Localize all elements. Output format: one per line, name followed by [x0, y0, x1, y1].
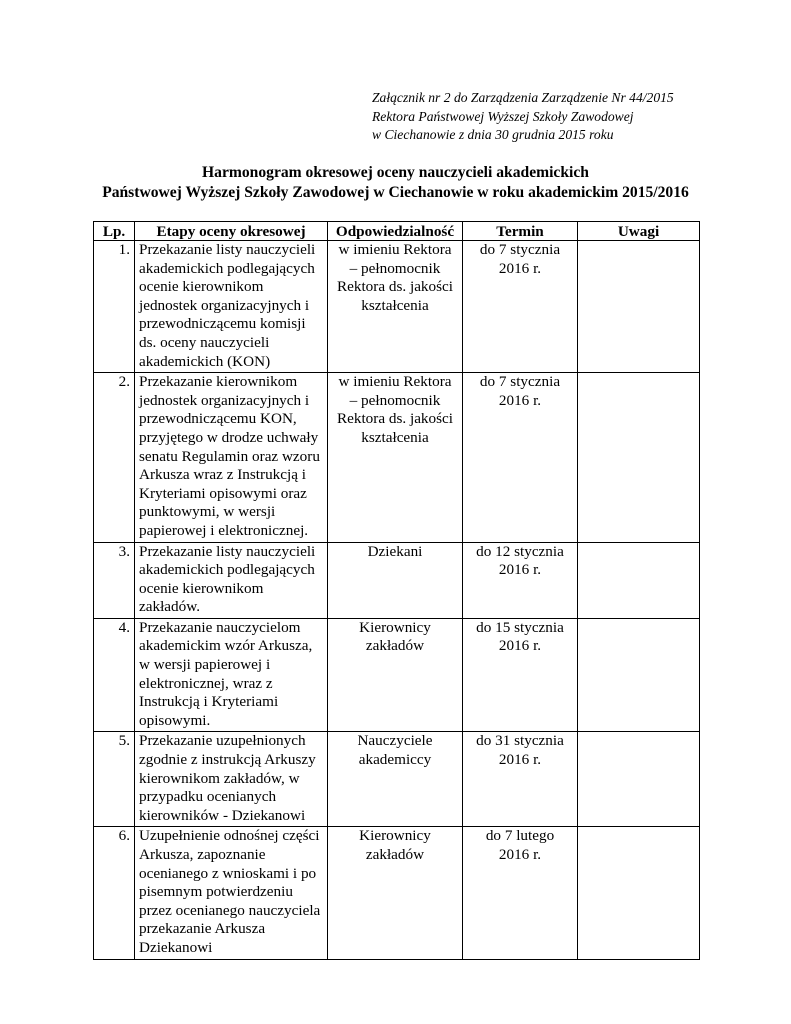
- cell-responsibility-line: Kierownicy: [359, 618, 431, 636]
- cell-responsibility-line: kształcenia: [361, 296, 429, 314]
- table-row: [94, 827, 700, 959]
- table-header-row: [94, 222, 700, 241]
- cell-stage-line: akademickich podlegających: [139, 561, 315, 579]
- cell-stage-line: zakładów.: [139, 598, 201, 616]
- annex-note: [372, 89, 674, 145]
- cell-notes: [578, 827, 700, 959]
- cell-responsibility-line: Kierownicy: [359, 827, 431, 845]
- table-row: [94, 618, 700, 732]
- cell-stage-line: przekazanie Arkusza: [139, 920, 266, 938]
- cell-stage-line: przypadku ocenianych: [139, 788, 277, 806]
- cell-responsibility-line: – pełnomocnik: [349, 259, 441, 277]
- cell-responsibility: [328, 618, 463, 732]
- cell-term-line: 2016 r.: [498, 259, 542, 277]
- cell-term-line: do 12 stycznia: [476, 542, 564, 560]
- cell-stage: [135, 618, 328, 732]
- cell-term: [463, 542, 578, 618]
- cell-lp: 5.: [94, 732, 135, 827]
- cell-stage: [135, 241, 328, 373]
- cell-responsibility-line: zakładów: [365, 637, 425, 655]
- cell-term-line: 2016 r.: [498, 637, 542, 655]
- cell-stage-line: kierowników - Dziekanowi: [139, 806, 306, 824]
- cell-stage-line: zgodnie z instrukcją Arkuszy: [139, 751, 316, 769]
- cell-responsibility-line: w imieniu Rektora: [338, 241, 452, 258]
- cell-stage-line: jednostek organizacyjnych i: [139, 296, 310, 314]
- cell-term: [463, 827, 578, 959]
- cell-stage-line: ocenianego z wnioskami i po: [139, 864, 317, 882]
- document-title: [0, 163, 791, 203]
- cell-responsibility-line: akademiccy: [358, 751, 432, 769]
- cell-lp: 4.: [94, 618, 135, 732]
- cell-stage-line: Instrukcją i Kryteriami: [139, 693, 279, 711]
- header-responsibility: Odpowiedzialność: [328, 222, 463, 241]
- cell-stage-line: akademickich podlegających: [139, 259, 315, 277]
- cell-stage-line: Arkusza wraz z Instrukcją i: [139, 466, 306, 484]
- cell-notes: [578, 732, 700, 827]
- cell-stage-line: jednostek organizacyjnych i: [139, 391, 310, 409]
- cell-stage-line: pisemnym potwierdzeniu: [139, 883, 293, 901]
- cell-stage: [135, 827, 328, 959]
- cell-stage: [135, 373, 328, 542]
- header-notes: Uwagi: [578, 222, 700, 241]
- title-line-1: Harmonogram okresowej oceny nauczycieli akademickich: [202, 164, 589, 181]
- cell-stage-line: ds. oceny nauczycieli: [139, 333, 270, 351]
- cell-stage-line: przez ocenianego nauczyciela: [139, 901, 321, 919]
- cell-stage-line: ocenie kierownikom: [139, 278, 264, 296]
- cell-responsibility-line: w imieniu Rektora: [338, 373, 452, 391]
- table-row: [94, 241, 700, 373]
- cell-term-line: 2016 r.: [498, 846, 542, 863]
- cell-responsibility: [328, 732, 463, 827]
- cell-stage-line: Przekazanie nauczycielom: [139, 618, 301, 636]
- cell-term-line: 2016 r.: [498, 391, 542, 409]
- cell-stage-line: akademickim wzór Arkusza,: [139, 637, 313, 655]
- cell-stage-line: punktowymi, w wersji: [139, 503, 276, 521]
- cell-lp: 6.: [94, 827, 135, 959]
- cell-responsibility: [328, 827, 463, 959]
- cell-stage-line: Kryteriami opisowymi oraz: [139, 484, 307, 502]
- cell-term-line: 2016 r.: [498, 561, 542, 579]
- cell-responsibility: [328, 542, 463, 618]
- cell-stage-line: elektronicznej, wraz z: [139, 674, 273, 692]
- cell-term: [463, 618, 578, 732]
- cell-term-line: do 31 stycznia: [476, 732, 564, 750]
- cell-stage-line: przewodniczącemu KON,: [139, 410, 297, 428]
- table-row: [94, 542, 700, 618]
- cell-stage-line: ocenie kierownikom: [139, 579, 264, 597]
- cell-lp: 2.: [94, 373, 135, 542]
- cell-stage-line: Przekazanie kierownikom: [139, 373, 298, 391]
- cell-stage-line: przyjętego w drodze uchwały: [139, 428, 319, 446]
- cell-responsibility-line: – pełnomocnik: [349, 391, 441, 409]
- header-lp: Lp.: [94, 222, 135, 241]
- cell-term-line: do 7 stycznia: [479, 373, 561, 391]
- cell-stage-line: akademickich (KON): [139, 352, 271, 370]
- annex-line: Załącznik nr 2 do Zarządzenia Zarządzenie Nr 44/2015: [372, 90, 674, 105]
- cell-stage-line: Przekazanie listy nauczycieli: [139, 241, 316, 258]
- cell-responsibility-line: Dziekani: [367, 542, 423, 560]
- cell-lp: 3.: [94, 542, 135, 618]
- cell-responsibility-line: Nauczyciele: [357, 732, 433, 750]
- cell-stage-line: kierownikom zakładów, w: [139, 769, 300, 787]
- cell-stage-line: opisowymi.: [139, 711, 211, 729]
- cell-stage-line: Przekazanie listy nauczycieli: [139, 542, 316, 560]
- cell-term: [463, 241, 578, 373]
- table-row: [94, 373, 700, 542]
- cell-responsibility: [328, 241, 463, 373]
- cell-term-line: do 15 stycznia: [476, 618, 564, 636]
- cell-responsibility-line: Rektora ds. jakości: [337, 410, 453, 428]
- title-line-2: Państwowej Wyższej Szkoły Zawodowej w Ciechanowie w roku akademickim 2015/2016: [102, 184, 689, 201]
- cell-responsibility: [328, 373, 463, 542]
- cell-lp: 1.: [94, 241, 135, 373]
- cell-stage-line: przewodniczącemu komisji: [139, 315, 306, 333]
- annex-line: w Ciechanowie z dnia 30 grudnia 2015 roku: [372, 127, 614, 142]
- cell-term: [463, 373, 578, 542]
- cell-term-line: do 7 stycznia: [479, 241, 561, 258]
- cell-term-line: 2016 r.: [498, 751, 542, 769]
- cell-stage-line: w wersji papierowej i: [139, 656, 271, 674]
- cell-stage-line: Przekazanie uzupełnionych: [139, 732, 306, 750]
- cell-stage-line: papierowej i elektronicznej.: [139, 521, 309, 539]
- cell-term-line: do 7 lutego: [485, 827, 555, 845]
- table-row: [94, 732, 700, 827]
- cell-stage-line: senatu Regulamin oraz wzoru: [139, 447, 320, 465]
- cell-stage: [135, 542, 328, 618]
- schedule-table: [93, 221, 700, 960]
- cell-responsibility-line: zakładów: [365, 846, 425, 863]
- cell-responsibility-line: Rektora ds. jakości: [337, 278, 453, 296]
- cell-notes: [578, 373, 700, 542]
- cell-notes: [578, 542, 700, 618]
- header-stage: Etapy oceny okresowej: [135, 222, 328, 241]
- annex-line: Rektora Państwowej Wyższej Szkoły Zawodowej: [372, 108, 634, 124]
- cell-notes: [578, 618, 700, 732]
- cell-notes: [578, 241, 700, 373]
- cell-term: [463, 732, 578, 827]
- cell-stage-line: Uzupełnienie odnośnej części: [139, 827, 320, 845]
- cell-stage-line: Dziekanowi: [139, 938, 213, 956]
- cell-responsibility-line: kształcenia: [361, 428, 429, 446]
- cell-stage: [135, 732, 328, 827]
- schedule-body: [94, 241, 700, 960]
- header-term: Termin: [463, 222, 578, 241]
- cell-stage-line: Arkusza, zapoznanie: [139, 846, 266, 863]
